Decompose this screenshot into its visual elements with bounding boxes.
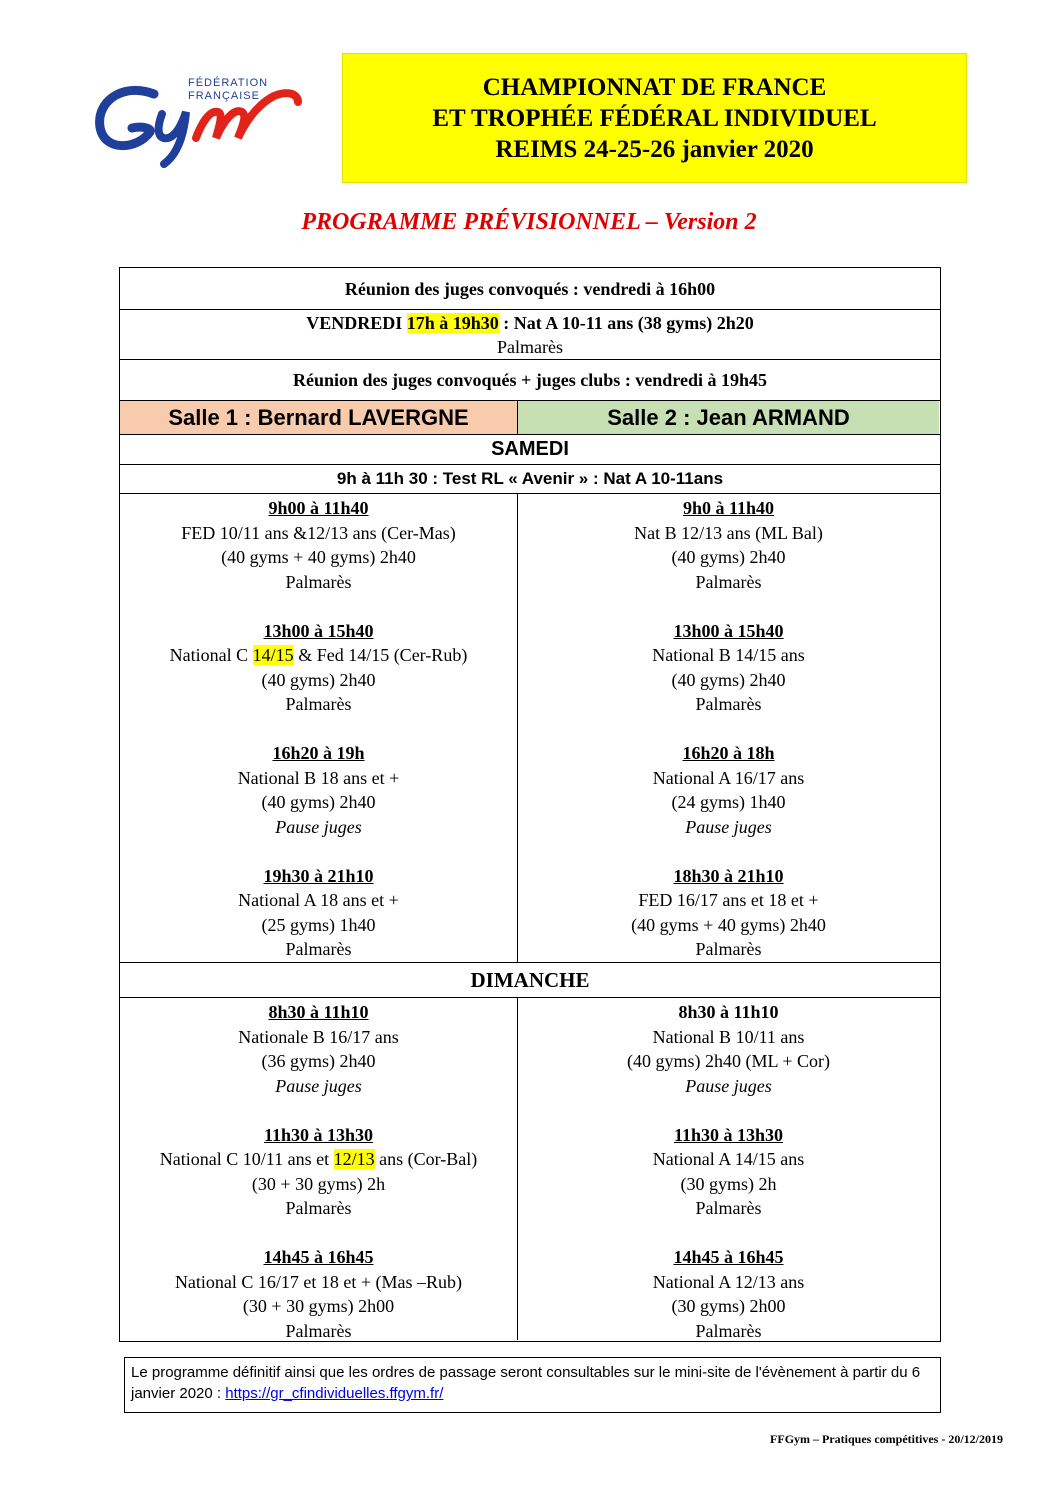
- session-details: (30 gyms) 2h: [680, 1173, 777, 1194]
- session-event: FED 10/11 ans &12/13 ans (Cer-Mas): [181, 522, 456, 543]
- session-details: (24 gyms) 1h40: [671, 792, 786, 812]
- info-text: Le programme définitif ainsi que les ordres de passage seront consultables sur le mini-site de l'évènement à partir du 6 janvier 2020 :: [131, 1364, 921, 1402]
- session-time: 8h30 à 11h10: [268, 1002, 369, 1022]
- session-note: Palmarès: [285, 694, 352, 714]
- session-details: (40 gyms) 2h40 (ML + Cor): [627, 1051, 830, 1071]
- friday-palmares: Palmarès: [497, 336, 563, 357]
- dimanche-header: [120, 962, 940, 997]
- session-note: Palmarès: [695, 1198, 762, 1218]
- friday-event: : Nat A 10-11 ans (38 gyms) 2h20: [498, 312, 754, 333]
- session-block: [120, 741, 517, 839]
- session-block: [120, 1000, 517, 1098]
- session-note: Palmarès: [695, 939, 762, 959]
- svg-text:FRANÇAISE: FRANÇAISE: [188, 90, 260, 102]
- session-event-part: National C 10/11 ans et: [159, 1149, 334, 1169]
- session-block: [518, 1123, 939, 1221]
- session-event: National C 16/17 et 18 et + (Mas –Rub): [174, 1271, 463, 1292]
- dimanche-salle-2-column: [518, 998, 939, 1340]
- session-event: National B 10/11 ans: [652, 1026, 805, 1047]
- session-details: (25 gyms) 1h40: [261, 914, 376, 935]
- highlighted-category: 12/13: [333, 1149, 375, 1169]
- session-event: FED 16/17 ans et 18 et +: [638, 890, 819, 910]
- session-time: 11h30 à 13h30: [673, 1124, 784, 1145]
- session-block: [120, 1245, 517, 1343]
- session-event-part: & Fed 14/15 (Cer-Rub): [293, 645, 468, 665]
- friday-line: [306, 311, 754, 335]
- session-block: [518, 864, 939, 962]
- session-note: Palmarès: [285, 571, 352, 592]
- session-block: [518, 1245, 939, 1343]
- salle-2-header: [518, 401, 939, 434]
- session-event-part: ans (Cor-Bal): [374, 1149, 478, 1169]
- session-note: Pause juges: [275, 816, 362, 837]
- session-block: [518, 619, 939, 717]
- svg-text:FÉDÉRATION: FÉDÉRATION: [188, 77, 269, 89]
- judges-meeting-clubs: Réunion des juges convoqués + juges clubs : vendredi à 19h45: [293, 370, 767, 390]
- session-block: [120, 496, 517, 594]
- session-block: [518, 1000, 939, 1098]
- session-event: National A 16/17 ans: [652, 767, 805, 788]
- session-event: National B 14/15 ans: [652, 645, 805, 665]
- session-note: Palmarès: [285, 939, 352, 959]
- session-note: Pause juges: [685, 1075, 772, 1096]
- session-event: National A 12/13 ans: [652, 1271, 805, 1292]
- session-time: 19h30 à 21h10: [263, 865, 374, 886]
- salle-1-header: [120, 401, 518, 434]
- salle-1-label: Salle 1 : Bernard LAVERGNE: [168, 404, 469, 430]
- dimanche-label: DIMANCHE: [470, 967, 590, 992]
- session-details: (40 gyms) 2h40: [261, 792, 376, 812]
- session-time: 14h45 à 16h45: [673, 1247, 784, 1267]
- event-title-box: [342, 53, 967, 183]
- session-time: 18h30 à 21h10: [673, 865, 784, 886]
- test-rl-row: [120, 464, 940, 493]
- event-title-line-3: REIMS 24-25-26 janvier 2020: [495, 135, 814, 163]
- session-note: Palmarès: [285, 1320, 352, 1341]
- session-details: (40 gyms + 40 gyms) 2h40: [631, 914, 826, 935]
- session-event: National B 18 ans et +: [237, 767, 400, 788]
- ffgym-logo: [92, 72, 308, 172]
- samedi-header: [120, 434, 940, 464]
- session-event: [120, 643, 517, 668]
- samedi-label: SAMEDI: [491, 438, 569, 460]
- session-time: 16h20 à 18h: [682, 743, 775, 763]
- session-details: (40 gyms) 2h40: [671, 547, 786, 567]
- friday-row: [120, 309, 940, 359]
- ffgym-logo-mark: [92, 72, 308, 172]
- samedi-salle-1-column: [120, 494, 518, 962]
- judges-meeting-friday-row: [120, 268, 940, 309]
- highlighted-category: 14/15: [252, 645, 294, 665]
- friday-time: 17h à 19h30: [406, 312, 499, 333]
- session-block: [518, 741, 939, 839]
- session-note: Pause juges: [275, 1075, 362, 1096]
- session-note: Pause juges: [685, 816, 772, 837]
- samedi-salle-2-column: [518, 494, 939, 962]
- programme-subtitle: PROGRAMME PRÉVISIONNEL – Version 2: [301, 209, 757, 235]
- session-details: (40 gyms + 40 gyms) 2h40: [221, 547, 416, 567]
- samedi-sessions: [120, 493, 940, 962]
- info-box: [124, 1357, 941, 1413]
- test-rl-label: 9h à 11h 30 : Test RL « Avenir » : Nat A 10-11ans: [336, 469, 724, 488]
- session-note: Palmarès: [695, 1320, 762, 1341]
- session-details: (30 + 30 gyms) 2h00: [242, 1296, 395, 1316]
- session-details: (36 gyms) 2h40: [261, 1051, 376, 1071]
- session-details: (30 gyms) 2h00: [671, 1296, 786, 1316]
- session-event-part: National C: [169, 645, 253, 665]
- friday-label: VENDREDI: [306, 312, 407, 333]
- session-time: 14h45 à 16h45: [263, 1247, 374, 1267]
- session-note: Palmarès: [695, 571, 762, 592]
- session-details: (40 gyms) 2h40: [671, 669, 786, 690]
- session-note: Palmarès: [695, 694, 762, 714]
- session-time: 13h00 à 15h40: [673, 620, 784, 641]
- session-event: Nationale B 16/17 ans: [238, 1026, 399, 1047]
- session-block: [120, 1123, 517, 1221]
- schedule-table: [119, 267, 941, 1342]
- session-block: [120, 864, 517, 962]
- minisite-link[interactable]: https://gr_cfindividuelles.ffgym.fr/: [225, 1385, 444, 1402]
- salles-row: [120, 400, 940, 434]
- dimanche-salle-1-column: [120, 998, 518, 1340]
- session-details: (30 + 30 gyms) 2h: [251, 1173, 386, 1194]
- dimanche-sessions: [120, 997, 940, 1340]
- session-event: [120, 1147, 517, 1172]
- session-block: [120, 619, 517, 717]
- session-time: 11h30 à 13h30: [263, 1124, 374, 1145]
- session-event: National A 14/15 ans: [652, 1149, 805, 1169]
- session-details: (40 gyms) 2h40: [261, 669, 376, 690]
- event-title-line-2: ET TROPHÉE FÉDÉRAL INDIVIDUEL: [432, 104, 877, 132]
- session-note: Palmarès: [285, 1198, 352, 1218]
- document-footer: FFGym – Pratiques compétitives - 20/12/2019: [770, 1432, 1003, 1446]
- session-event: Nat B 12/13 ans (ML Bal): [634, 522, 823, 543]
- session-time: 9h0 à 11h40: [682, 498, 775, 518]
- session-time: 13h00 à 15h40: [263, 620, 374, 641]
- judges-meeting-friday: Réunion des juges convoqués : vendredi à 16h00: [344, 278, 716, 299]
- salle-2-label: Salle 2 : Jean ARMAND: [607, 404, 850, 430]
- session-block: [518, 496, 939, 594]
- session-time: 9h00 à 11h40: [268, 498, 369, 518]
- session-time: 16h20 à 19h: [272, 743, 365, 763]
- event-title-line-1: CHAMPIONNAT DE FRANCE: [482, 73, 827, 101]
- session-time: 8h30 à 11h10: [678, 1002, 779, 1022]
- session-event: National A 18 ans et +: [238, 890, 399, 910]
- judges-meeting-clubs-row: [120, 359, 940, 400]
